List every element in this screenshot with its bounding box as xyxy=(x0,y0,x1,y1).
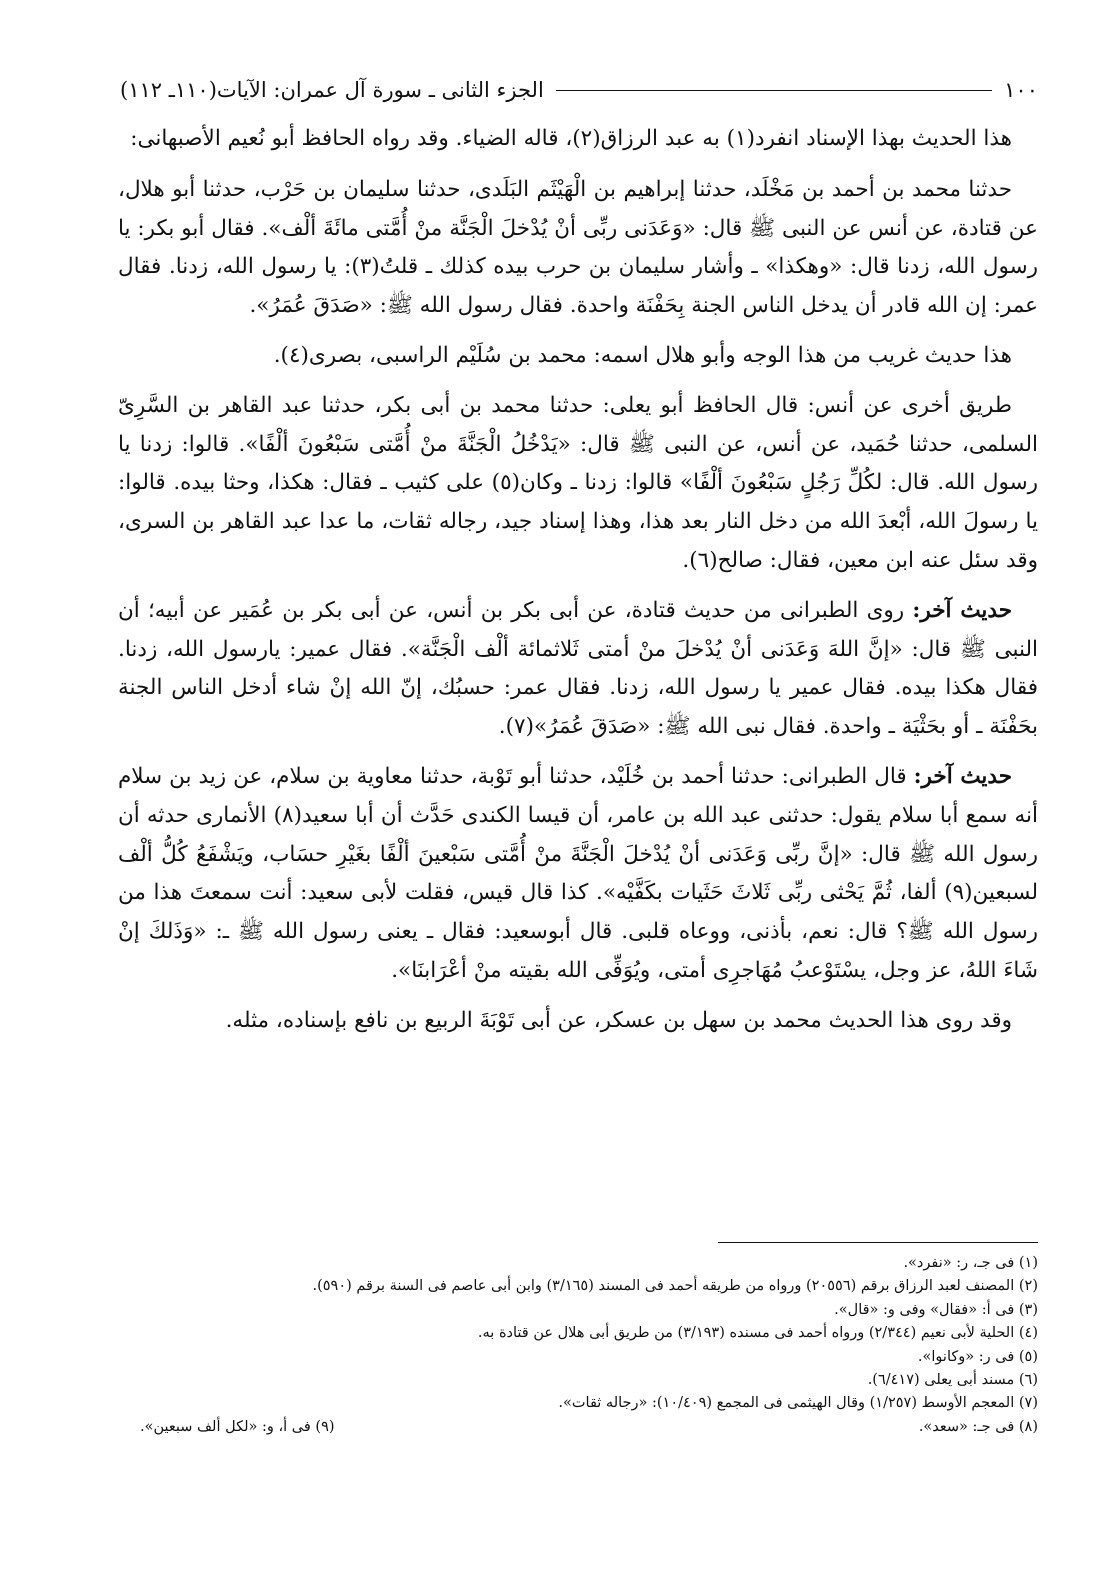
paragraph-2: حدثنا محمد بن أحمد بن مَخْلَد، حدثنا إبراهيم بن الْهَيْثَم البَلَدى، حدثنا سليمان بن حَرْب، حدثنا أبو هلال، عن قتادة، عن أنس عن النبى ﷺ قال: «وَعَدَنى ربِّى أنْ يُدْخلَ الْجَنَّة منْ أُمَّتى مائَةَ ألْف». فقال أبو بكر: يا رسول الله، زدنا قال: «وهكذا» ـ وأشار سليمان بن حرب بيده كذلك ـ قلتُ(٣): يا رسول الله، زدنا. فقال عمر: إن الله قادر أن يدخل الناس الجنة بِحَفْنَة واحدة. فقال رسول الله ﷺ: «صَدَقَ عُمَرُ». xyxy=(118,176,1038,319)
paragraph-7: وقد روى هذا الحديث محمد بن سهل بن عسكر، عن أبى تَوْبَةَ الربيع بن نافع بإسناده، مثله. xyxy=(225,1007,1012,1033)
footnote-pair xyxy=(140,1416,1038,1439)
header-title: الجزء الثانى ـ سورة آل عمران: الآيات(١١٠ـ ١١٢) xyxy=(120,78,544,102)
footnote-3: (٣) فى أ: «فقال» وفى و: «قال». xyxy=(834,1301,1038,1318)
footnote-9: (٩) فى أ، و: «لكل ألف سبعين». xyxy=(140,1418,335,1435)
section-lead: حديث آخر: xyxy=(912,597,1012,623)
section-lead: حديث آخر: xyxy=(913,763,1012,789)
footnote-1: (١) فى جـ، ر: «نفرد». xyxy=(903,1255,1038,1271)
page-number: ١٠٠ xyxy=(1004,78,1038,102)
main-text xyxy=(118,120,1038,1052)
footnote-7: (٧) المعجم الأوسط (١/٢٥٧) وقال الهيثمى فى المجمع (١٠/٤٠٩): «رجاله ثقات». xyxy=(558,1395,1038,1412)
footnote-rule xyxy=(718,1242,1038,1243)
footnote-8: (٨) فى جـ: «سعد». xyxy=(918,1418,1038,1435)
footnote-5: (٥) فى ر: «وكانوا». xyxy=(917,1348,1038,1365)
paragraph-6: حديث آخر: قال الطبرانى: حدثنا أحمد بن خُلَيْد، حدثنا أبو تَوْبة، حدثنا معاوية بن سلام، عن زيد بن سلام أنه سمع أبا سلام يقول: حدثنى عبد الله بن عامر، أن قيسا الكندى حَدَّث أن أبا سعيد(٨) الأنمارى حدثه أن رسول الله ﷺ قال: «إنَّ ربِّى وَعَدَنى أنْ يُدْخلَ الْجَنَّةَ منْ أُمَّتى سَبْعينَ ألْفًا بغَيْرِ حسَاب، ويَشْفَعُ كُلُّ ألْف لسبعين(٩) ألفا، ثُمَّ يَحْثى ربِّى ثَلاثَ حَثَيات بكَفَّيْه». كذا قال قيس، فقلت لأبى سعيد: أنت سمعتَ هذا من رسول الله ﷺ؟ قال: نعم، بأذنى، ووعاه قلبى. قال أبوسعيد: فقال ـ يعنى رسول الله ﷺ ـ: «وَذَلكَ إنْ شَاءَ اللهُ، عز وجل، يسْتَوْعبُ مُهَاجرِى أمتى، ويُوَفِّى الله بقيته منْ أعْرَابنَا». xyxy=(118,763,1038,983)
header-rule xyxy=(556,90,992,91)
paragraph-1: هذا الحديث بهذا الإسناد انفرد(١) به عبد الرزاق(٢)، قاله الضياء. وقد رواه الحافظ أبو نُعيم الأصبهانى: xyxy=(130,126,1012,151)
footnote-2: (٢) المصنف لعبد الرزاق برقم (٢٠٥٥٦) ورواه من طريقه أحمد فى المسند (٣/١٦٥) وابن أبى عاصم فى السنة برقم (٥٩٠). xyxy=(312,1278,1038,1295)
paragraph-5: حديث آخر: روى الطبرانى من حديث قتادة، عن أبى بكر بن أنس، عن أبى بكر بن عُمَير عن أبيه؛ أن النبى ﷺ قال: «إنَّ اللهَ وَعَدَنى أنْ يُدْخلَ منْ أمتى ثَلاثمائة ألْف الْجَنَّة». فقال عمير: يارسول الله، زدنا. فقال هكذا بيده. فقال عمير يا رسول الله، زدنا. فقال عمر: حسبُك، إنّ الله إنْ شاء أدخل الناس الجنة بحَفْنَة ـ أو بحَثْيَة ـ واحدة. فقال نبى الله ﷺ: «صَدَقَ عُمَرُ»(٧). xyxy=(118,597,1038,740)
footnote-6: (٦) مسند أبى يعلى (٦/٤١٧). xyxy=(867,1372,1038,1389)
footnote-4: (٤) الحلية لأبى نعيم (٢/٣٤٤) ورواه أحمد فى مسنده (٣/١٩٣) من طريق أبى هلال عن قتادة به. xyxy=(477,1325,1038,1342)
running-header xyxy=(120,72,1038,108)
paragraph-3: هذا حديث غريب من هذا الوجه وأبو هلال اسمه: محمد بن سُلَيْم الراسبى، بصرى(٤). xyxy=(273,342,1012,368)
paragraph-4: طريق أخرى عن أنس: قال الحافظ أبو يعلى: حدثنا محمد بن أبى بكر، حدثنا عبد القاهر بن السَّرِىّ السلمى، حدثنا حُمَيد، عن أنس، عن النبى ﷺ قال: «يَدْخُلُ الْجَنَّةَ منْ أُمَّتى سَبْعُونَ ألْفًا». قالوا: زدنا يا رسول الله. قال: لكُلِّ رَجُلٍ سَبْعُونَ ألْفًا» قالوا: زدنا ـ وكان(٥) على كثيب ـ فقال: هكذا، وحثا بيده. قالوا: يا رسولَ الله، أبْعدَ الله من دخل النار بعد هذا، وهذا إسناد جيد، رجاله ثقات، ما عدا عبد القاهر بن السرى، وقد سئل عنه ابن معين، فقال: صالح(٦). xyxy=(118,392,1038,573)
footnotes xyxy=(140,1252,1038,1439)
